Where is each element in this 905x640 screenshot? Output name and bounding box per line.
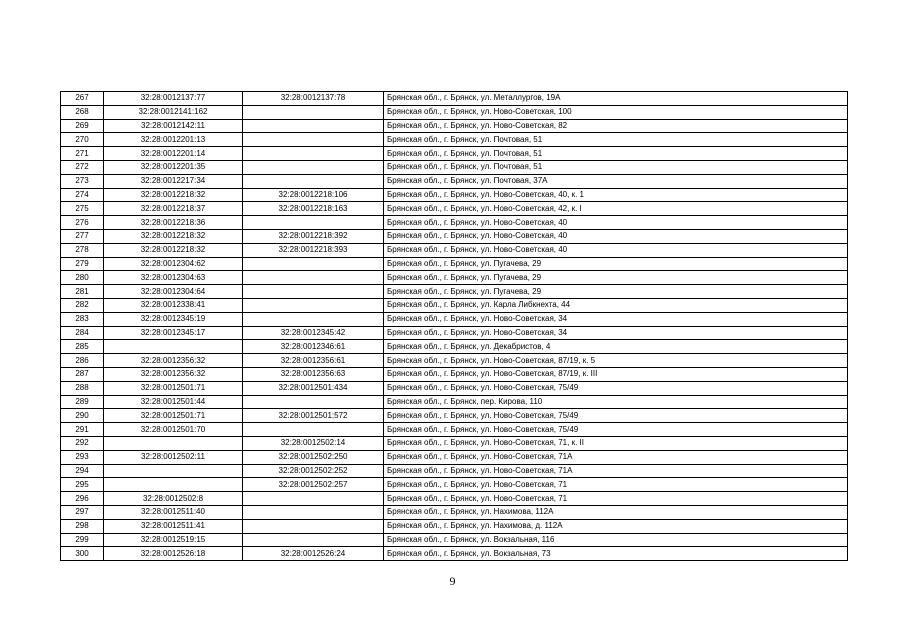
cadastral-number-cell: 32:28:0012345:17 (104, 326, 243, 340)
address-cell: Брянская обл., г. Брянск, ул. Почтовая, 37А (384, 174, 848, 188)
cadastral-number-cell: 32:28:0012218:37 (104, 202, 243, 216)
cadastral-number-cell: 32:28:0012218:32 (104, 188, 243, 202)
cadastral-number-cell: 32:28:0012501:44 (104, 395, 243, 409)
cadastral-number-cell: 32:28:0012218:36 (104, 216, 243, 230)
table-row (61, 547, 848, 561)
address-cell: Брянская обл., г. Брянск, ул. Ново-Советская, 87/19, к. III (384, 367, 848, 381)
table-row (61, 271, 848, 285)
address-cell: Брянская обл., г. Брянск, ул. Почтовая, 51 (384, 147, 848, 161)
address-cell: Брянская обл., г. Брянск, ул. Пугачева, 29 (384, 285, 848, 299)
address-cell: Брянская обл., г. Брянск, ул. Ново-Советская, 75/49 (384, 381, 848, 395)
table-row (61, 395, 848, 409)
address-cell: Брянская обл., г. Брянск, ул. Ново-Советская, 75/49 (384, 409, 848, 423)
row-number-cell: 275 (61, 202, 104, 216)
linked-cadastral-number-cell (243, 147, 384, 161)
table-row (61, 340, 848, 354)
table-row (61, 326, 848, 340)
table-row (61, 381, 848, 395)
linked-cadastral-number-cell: 32:28:0012502:252 (243, 464, 384, 478)
table-row (61, 354, 848, 368)
cadastral-number-cell: 32:28:0012501:71 (104, 409, 243, 423)
row-number-cell: 272 (61, 160, 104, 174)
table-row (61, 105, 848, 119)
cadastral-number-cell: 32:28:0012501:71 (104, 381, 243, 395)
linked-cadastral-number-cell: 32:28:0012526:24 (243, 547, 384, 561)
linked-cadastral-number-cell: 32:28:0012356:61 (243, 354, 384, 368)
row-number-cell: 271 (61, 147, 104, 161)
linked-cadastral-number-cell: 32:28:0012218:163 (243, 202, 384, 216)
table-row (61, 533, 848, 547)
row-number-cell: 290 (61, 409, 104, 423)
cadastral-number-cell: 32:28:0012304:64 (104, 285, 243, 299)
table-row (61, 216, 848, 230)
address-cell: Брянская обл., г. Брянск, ул. Ново-Советская, 34 (384, 312, 848, 326)
row-number-cell: 269 (61, 119, 104, 133)
address-cell: Брянская обл., г. Брянск, ул. Ново-Советская, 40, к. 1 (384, 188, 848, 202)
linked-cadastral-number-cell (243, 519, 384, 533)
table-row (61, 257, 848, 271)
address-cell: Брянская обл., г. Брянск, ул. Ново-Советская, 34 (384, 326, 848, 340)
address-cell: Брянская обл., г. Брянск, ул. Металлургов, 19А (384, 92, 848, 106)
cadastral-number-cell: 32:28:0012142:11 (104, 119, 243, 133)
linked-cadastral-number-cell: 32:28:0012502:257 (243, 478, 384, 492)
linked-cadastral-number-cell (243, 271, 384, 285)
table-row (61, 492, 848, 506)
row-number-cell: 289 (61, 395, 104, 409)
row-number-cell: 283 (61, 312, 104, 326)
address-cell: Брянская обл., г. Брянск, ул. Ново-Советская, 87/19, к. 5 (384, 354, 848, 368)
address-cell: Брянская обл., г. Брянск, ул. Ново-Советская, 100 (384, 105, 848, 119)
table-row (61, 119, 848, 133)
address-cell: Брянская обл., г. Брянск, ул. Нахимова, 112А (384, 505, 848, 519)
cadastral-number-cell: 32:28:0012356:32 (104, 367, 243, 381)
row-number-cell: 287 (61, 367, 104, 381)
row-number-cell: 279 (61, 257, 104, 271)
table-row (61, 160, 848, 174)
linked-cadastral-number-cell: 32:28:0012218:392 (243, 229, 384, 243)
address-cell: Брянская обл., г. Брянск, ул. Ново-Советская, 82 (384, 119, 848, 133)
cadastral-number-cell: 32:28:0012304:63 (104, 271, 243, 285)
address-cell: Брянская обл., г. Брянск, ул. Ново-Советская, 40 (384, 216, 848, 230)
address-cell: Брянская обл., г. Брянск, ул. Вокзальная, 116 (384, 533, 848, 547)
row-number-cell: 286 (61, 354, 104, 368)
linked-cadastral-number-cell: 32:28:0012501:572 (243, 409, 384, 423)
address-cell: Брянская обл., г. Брянск, ул. Карла Либкнехта, 44 (384, 298, 848, 312)
linked-cadastral-number-cell (243, 492, 384, 506)
cadastral-number-cell: 32:28:0012511:41 (104, 519, 243, 533)
cadastral-number-cell: 32:28:0012218:32 (104, 229, 243, 243)
table-row (61, 202, 848, 216)
cadastral-number-cell (104, 464, 243, 478)
row-number-cell: 278 (61, 243, 104, 257)
linked-cadastral-number-cell (243, 312, 384, 326)
row-number-cell: 280 (61, 271, 104, 285)
table-row (61, 298, 848, 312)
cadastral-number-cell: 32:28:0012502:8 (104, 492, 243, 506)
row-number-cell: 300 (61, 547, 104, 561)
row-number-cell: 291 (61, 423, 104, 437)
row-number-cell: 267 (61, 92, 104, 106)
table-row (61, 409, 848, 423)
address-cell: Брянская обл., г. Брянск, ул. Декабристов, 4 (384, 340, 848, 354)
address-cell: Брянская обл., г. Брянск, ул. Ново-Советская, 71 (384, 478, 848, 492)
row-number-cell: 274 (61, 188, 104, 202)
table-row (61, 367, 848, 381)
linked-cadastral-number-cell: 32:28:0012502:250 (243, 450, 384, 464)
linked-cadastral-number-cell (243, 133, 384, 147)
table-row (61, 174, 848, 188)
row-number-cell: 282 (61, 298, 104, 312)
cadastral-number-cell: 32:28:0012217:34 (104, 174, 243, 188)
linked-cadastral-number-cell: 32:28:0012345:42 (243, 326, 384, 340)
linked-cadastral-number-cell: 32:28:0012356:63 (243, 367, 384, 381)
address-cell: Брянская обл., г. Брянск, ул. Вокзальная, 73 (384, 547, 848, 561)
address-cell: Брянская обл., г. Брянск, ул. Ново-Советская, 42, к. I (384, 202, 848, 216)
table-row (61, 423, 848, 437)
table-row (61, 147, 848, 161)
address-cell: Брянская обл., г. Брянск, ул. Ново-Советская, 71 (384, 492, 848, 506)
row-number-cell: 299 (61, 533, 104, 547)
row-number-cell: 277 (61, 229, 104, 243)
table-row (61, 229, 848, 243)
row-number-cell: 268 (61, 105, 104, 119)
linked-cadastral-number-cell: 32:28:0012501:434 (243, 381, 384, 395)
cadastral-number-cell: 32:28:0012201:35 (104, 160, 243, 174)
linked-cadastral-number-cell (243, 505, 384, 519)
address-cell: Брянская обл., г. Брянск, ул. Ново-Советская, 40 (384, 243, 848, 257)
row-number-cell: 297 (61, 505, 104, 519)
property-table (60, 91, 848, 561)
table-row (61, 92, 848, 106)
cadastral-number-cell: 32:28:0012502:11 (104, 450, 243, 464)
linked-cadastral-number-cell (243, 160, 384, 174)
table-row (61, 285, 848, 299)
row-number-cell: 288 (61, 381, 104, 395)
page-number: 9 (449, 574, 456, 588)
cadastral-number-cell: 32:28:0012304:62 (104, 257, 243, 271)
linked-cadastral-number-cell: 32:28:0012346:61 (243, 340, 384, 354)
row-number-cell: 294 (61, 464, 104, 478)
cadastral-number-cell (104, 478, 243, 492)
table-row (61, 312, 848, 326)
table-body (61, 92, 848, 561)
row-number-cell: 298 (61, 519, 104, 533)
address-cell: Брянская обл., г. Брянск, ул. Ново-Советская, 71А (384, 464, 848, 478)
address-cell: Брянская обл., г. Брянск, ул. Ново-Советская, 75/49 (384, 423, 848, 437)
table-row (61, 450, 848, 464)
row-number-cell: 293 (61, 450, 104, 464)
cadastral-number-cell: 32:28:0012218:32 (104, 243, 243, 257)
linked-cadastral-number-cell: 32:28:0012218:106 (243, 188, 384, 202)
row-number-cell: 284 (61, 326, 104, 340)
linked-cadastral-number-cell (243, 395, 384, 409)
table-row (61, 478, 848, 492)
row-number-cell: 296 (61, 492, 104, 506)
cadastral-number-cell: 32:28:0012338:41 (104, 298, 243, 312)
address-cell: Брянская обл., г. Брянск, ул. Ново-Советская, 71А (384, 450, 848, 464)
address-cell: Брянская обл., г. Брянск, ул. Пугачева, 29 (384, 271, 848, 285)
cadastral-number-cell: 32:28:0012137:77 (104, 92, 243, 106)
cadastral-number-cell: 32:28:0012526:18 (104, 547, 243, 561)
row-number-cell: 270 (61, 133, 104, 147)
row-number-cell: 292 (61, 436, 104, 450)
row-number-cell: 285 (61, 340, 104, 354)
table-row (61, 519, 848, 533)
linked-cadastral-number-cell (243, 423, 384, 437)
cadastral-number-cell: 32:28:0012356:32 (104, 354, 243, 368)
cadastral-number-cell: 32:28:0012201:13 (104, 133, 243, 147)
cadastral-number-cell: 32:28:0012141:162 (104, 105, 243, 119)
address-cell: Брянская обл., г. Брянск, ул. Почтовая, 51 (384, 133, 848, 147)
cadastral-number-cell (104, 436, 243, 450)
cadastral-number-cell (104, 340, 243, 354)
address-cell: Брянская обл., г. Брянск, ул. Почтовая, 51 (384, 160, 848, 174)
cadastral-number-cell: 32:28:0012501:70 (104, 423, 243, 437)
linked-cadastral-number-cell (243, 298, 384, 312)
linked-cadastral-number-cell: 32:28:0012218:393 (243, 243, 384, 257)
cadastral-number-cell: 32:28:0012519:15 (104, 533, 243, 547)
row-number-cell: 281 (61, 285, 104, 299)
table-row (61, 436, 848, 450)
address-cell: Брянская обл., г. Брянск, ул. Ново-Советская, 40 (384, 229, 848, 243)
linked-cadastral-number-cell: 32:28:0012137:78 (243, 92, 384, 106)
table-row (61, 243, 848, 257)
address-cell: Брянская обл., г. Брянск, ул. Пугачева, 29 (384, 257, 848, 271)
cadastral-number-cell: 32:28:0012345:19 (104, 312, 243, 326)
linked-cadastral-number-cell (243, 285, 384, 299)
linked-cadastral-number-cell (243, 257, 384, 271)
table-row (61, 505, 848, 519)
address-cell: Брянская обл., г. Брянск, ул. Нахимова, д. 112А (384, 519, 848, 533)
linked-cadastral-number-cell (243, 533, 384, 547)
table-row (61, 188, 848, 202)
row-number-cell: 295 (61, 478, 104, 492)
linked-cadastral-number-cell: 32:28:0012502:14 (243, 436, 384, 450)
table-row (61, 464, 848, 478)
cadastral-number-cell: 32:28:0012511:40 (104, 505, 243, 519)
cadastral-number-cell: 32:28:0012201:14 (104, 147, 243, 161)
row-number-cell: 276 (61, 216, 104, 230)
linked-cadastral-number-cell (243, 216, 384, 230)
row-number-cell: 273 (61, 174, 104, 188)
linked-cadastral-number-cell (243, 105, 384, 119)
address-cell: Брянская обл., г. Брянск, пер. Кирова, 110 (384, 395, 848, 409)
linked-cadastral-number-cell (243, 119, 384, 133)
address-cell: Брянская обл., г. Брянск, ул. Ново-Советская, 71, к. II (384, 436, 848, 450)
linked-cadastral-number-cell (243, 174, 384, 188)
table-row (61, 133, 848, 147)
